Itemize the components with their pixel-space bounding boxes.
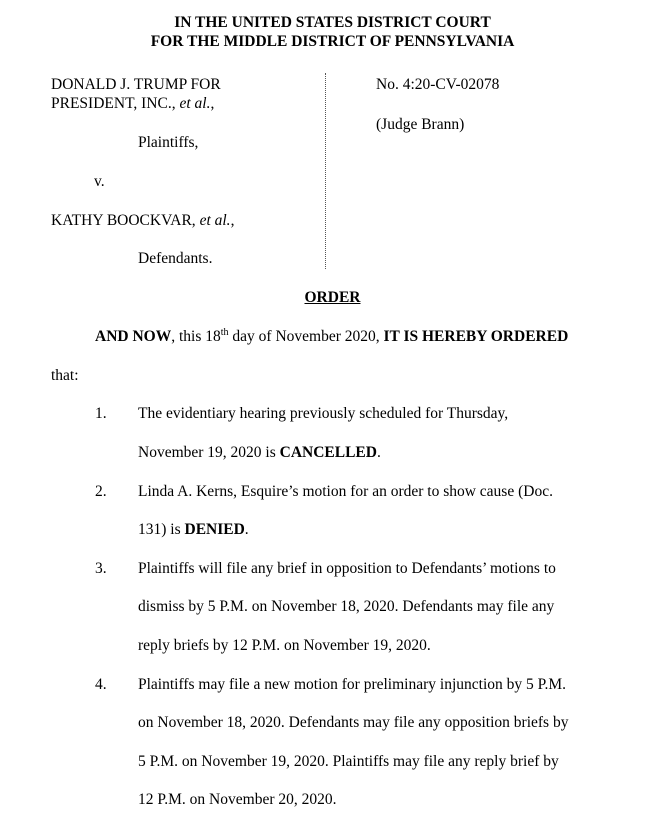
judge-name: (Judge Brann): [376, 116, 465, 133]
plaintiff-name-line1: DONALD J. TRUMP FOR: [51, 76, 221, 93]
order-intro-that: that:: [51, 367, 79, 384]
item-4-line4: 12 P.M. on November 20, 2020.: [138, 791, 337, 808]
case-number: No. 4:20-CV-02078: [376, 76, 500, 93]
defendants-label: Defendants.: [138, 250, 213, 267]
caption-divider: [325, 73, 326, 269]
item-3-line3: reply briefs by 12 P.M. on November 19, 2020.: [138, 637, 431, 654]
versus-label: v.: [94, 173, 105, 190]
item-2-line1: Linda A. Kerns, Esquire’s motion for an order to show cause (Doc.: [138, 483, 553, 500]
item-2-number: 2.: [95, 483, 107, 500]
order-intro: AND NOW, this 18th day of November 2020, IT IS HEREBY ORDERED: [95, 327, 569, 345]
defendant-name: KATHY BOOCKVAR, et al.,: [51, 212, 235, 229]
item-3-line2: dismiss by 5 P.M. on November 18, 2020. Defendants may file any: [138, 598, 555, 615]
item-4-line1: Plaintiffs may file a new motion for preliminary injunction by 5 P.M.: [138, 676, 567, 693]
item-4-number: 4.: [95, 676, 107, 693]
court-title-line1: IN THE UNITED STATES DISTRICT COURT: [174, 14, 491, 31]
item-3-number: 3.: [95, 560, 107, 577]
item-1-line1: The evidentiary hearing previously scheduled for Thursday,: [138, 405, 509, 422]
item-3-line1: Plaintiffs will file any brief in opposition to Defendants’ motions to: [138, 560, 556, 577]
item-4-line2: on November 18, 2020. Defendants may file any opposition briefs by: [138, 714, 569, 731]
court-title-line2: FOR THE MIDDLE DISTRICT OF PENNSYLVANIA: [150, 33, 515, 50]
item-1-line2: November 19, 2020 is CANCELLED.: [138, 444, 381, 461]
plaintiffs-label: Plaintiffs,: [138, 134, 199, 151]
order-heading: ORDER: [304, 289, 361, 306]
item-1-number: 1.: [95, 405, 107, 422]
item-2-line2: 131) is DENIED.: [138, 521, 249, 538]
plaintiff-name-line2: PRESIDENT, INC., et al.,: [51, 95, 215, 112]
item-4-line3: 5 P.M. on November 19, 2020. Plaintiffs may file any reply brief by: [138, 753, 559, 770]
